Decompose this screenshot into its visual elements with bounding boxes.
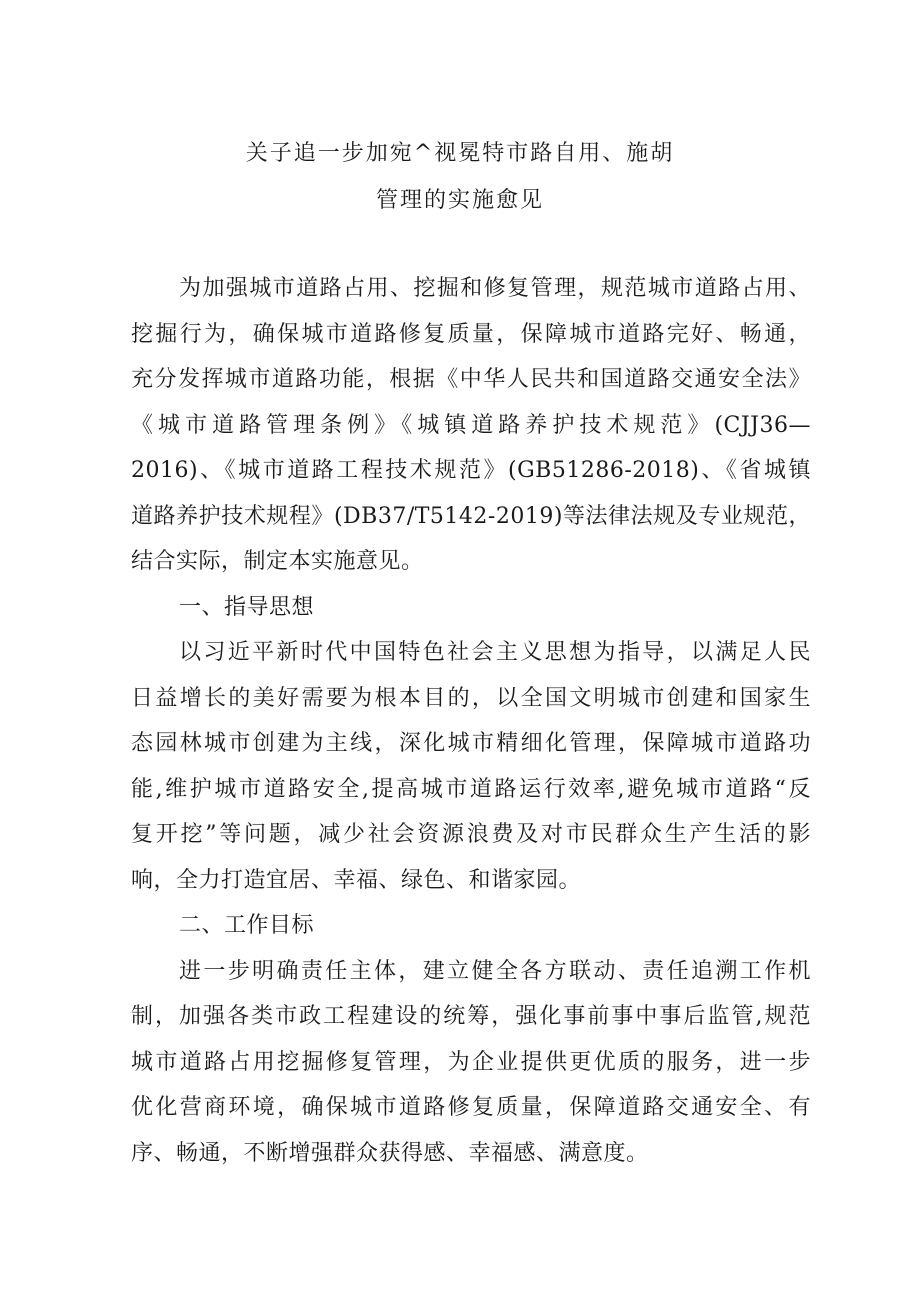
section-1-line: 响，全力打造宜居、幸福、绿色、和谐家园。 xyxy=(131,867,582,893)
document-title-line-1: 关子追一步加宛^视冕特市路自用、施胡 xyxy=(245,141,675,166)
intro-line: 结合实际，制定本实施意见。 xyxy=(131,549,424,574)
section-2-heading: 二、工作目标 xyxy=(179,913,315,938)
document-body xyxy=(131,266,811,1176)
section-1-line: 能,维护城市道路安全,提高城市道路运行效率,避免城市道路“反 xyxy=(131,776,811,802)
section-2-line: 进一步明确责任主体，建立健全各方联动、责任追溯工作机 xyxy=(179,958,811,984)
section-2-line: 制，加强各类市政工程建设的统筹，强化事前事中事后监管,规范 xyxy=(131,1004,811,1029)
intro-line: 充分发挥城市道路功能，根据《中华人民共和国道路交通安全法》 xyxy=(131,367,811,392)
section-2-line: 序、畅通，不断增强群众获得感、幸福感、满意度。 xyxy=(131,1140,649,1166)
section-2-line: 城市道路占用挖掘修复管理，为企业提供更优质的服务，进一步 xyxy=(131,1049,811,1075)
section-1-heading: 一、指导思想 xyxy=(179,594,315,620)
section-1-line: 态园林城市创建为主线，深化城市精细化管理，保障城市道路功 xyxy=(131,731,811,756)
intro-line: 2016)、《城市道路工程技术规范》(GB51286-2018)、《省城镇 xyxy=(131,458,811,483)
intro-line: 道路养护技术规程》(DB37/T5142-2019)等法律法规及专业规范， xyxy=(131,503,811,529)
intro-line: 挖掘行为，确保城市道路修复质量，保障城市道路完好、畅通， xyxy=(131,321,811,347)
document-title-line-2: 管理的实施愈见 xyxy=(375,188,544,213)
section-2-line: 优化营商环境，确保城市道路修复质量，保障道路交通安全、有 xyxy=(131,1095,811,1120)
intro-line: 《城市道路管理条例》《城镇道路养护技术规范》(CJJ36— xyxy=(131,412,811,438)
section-1-line: 日益增长的美好需要为根本目的，以全国文明城市创建和国家生 xyxy=(131,685,811,711)
intro-line: 为加强城市道路占用、挖掘和修复管理，规范城市道路占用、 xyxy=(179,276,811,301)
section-1-line: 复开挖”等问题，减少社会资源浪费及对市民群众生产生活的影 xyxy=(131,822,811,847)
section-1-line: 以习近平新时代中国特色社会主义思想为指导，以满足人民 xyxy=(179,640,811,665)
